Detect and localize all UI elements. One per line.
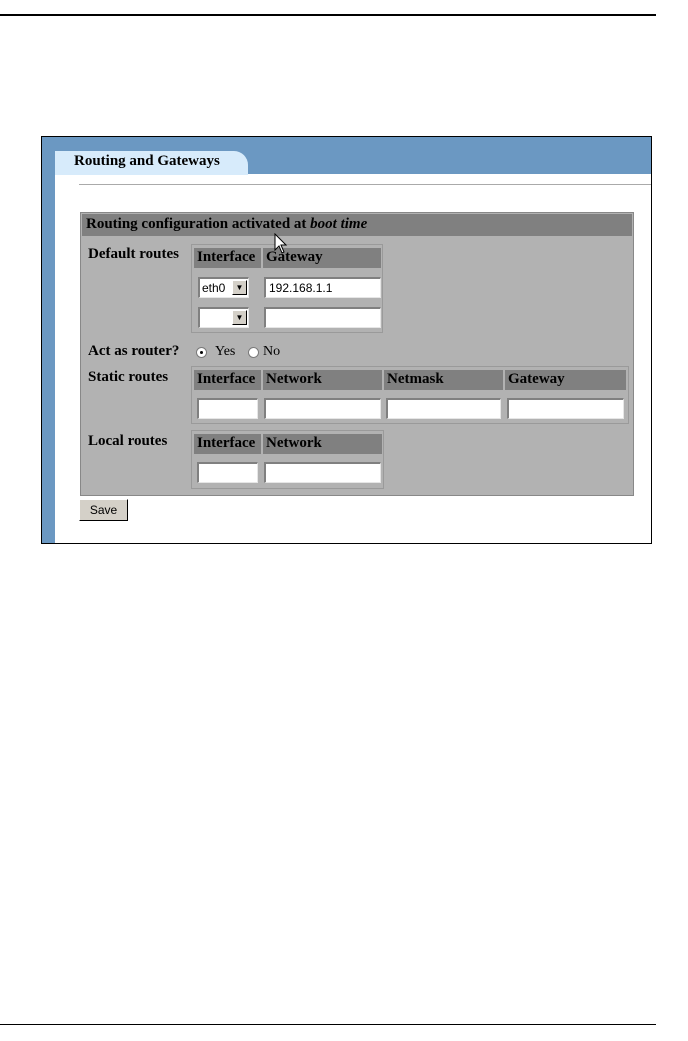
static-routes-col-network: Network (263, 370, 382, 390)
local-route-interface-input[interactable] (197, 462, 258, 483)
mouse-pointer-icon (274, 233, 288, 255)
default-route-gateway-input-2[interactable] (264, 307, 381, 328)
default-route-interface-select-2[interactable] (198, 307, 249, 328)
window-left-bar (42, 137, 55, 543)
local-routes-col-interface: Interface (194, 434, 261, 454)
panel-header (82, 214, 632, 236)
static-route-network-input[interactable] (264, 398, 381, 419)
act-as-router-label: Act as router? (88, 343, 180, 359)
static-route-netmask-input[interactable] (386, 398, 501, 419)
tab-label: Routing and Gateways (74, 153, 220, 169)
local-routes-table (191, 430, 384, 489)
default-routes-table (191, 244, 383, 333)
panel-header-emphasis: boot time (310, 216, 368, 232)
act-as-router-no-label: No (263, 344, 281, 359)
routing-panel (80, 212, 634, 496)
default-routes-col-interface: Interface (194, 248, 261, 268)
panel-header-text: Routing configuration activated at (86, 216, 311, 232)
webmin-screenshot (41, 136, 652, 544)
default-routes-label: Default routes (88, 246, 179, 262)
default-route-interface-value-1: eth0 (202, 281, 226, 295)
tab-divider (79, 184, 652, 185)
page-top-rule (0, 14, 656, 16)
act-as-router-yes-label: Yes (215, 344, 236, 359)
static-routes-col-interface: Interface (194, 370, 261, 390)
default-route-interface-select-1[interactable] (198, 277, 249, 298)
triangle-down-icon[interactable]: ▼ (232, 280, 247, 295)
save-button[interactable]: Save (79, 499, 128, 521)
local-routes-label: Local routes (88, 433, 168, 449)
static-routes-table (191, 366, 629, 424)
static-routes-col-gateway: Gateway (505, 370, 626, 390)
act-as-router-yes-radio[interactable] (196, 347, 207, 358)
static-routes-label: Static routes (88, 369, 169, 385)
static-routes-col-netmask: Netmask (384, 370, 503, 390)
default-routes-col-gateway: Gateway (263, 248, 381, 268)
static-route-interface-input[interactable] (197, 398, 258, 419)
default-route-gateway-input-1[interactable]: 192.168.1.1 (264, 277, 381, 298)
local-route-network-input[interactable] (264, 462, 381, 483)
radio-selected-dot (200, 351, 203, 354)
static-route-gateway-input[interactable] (507, 398, 624, 419)
act-as-router-no-radio[interactable] (248, 347, 259, 358)
triangle-down-icon[interactable]: ▼ (232, 310, 247, 325)
page-bottom-rule (0, 1024, 656, 1025)
tab-routing-and-gateways[interactable] (55, 151, 248, 175)
local-routes-col-network: Network (263, 434, 382, 454)
